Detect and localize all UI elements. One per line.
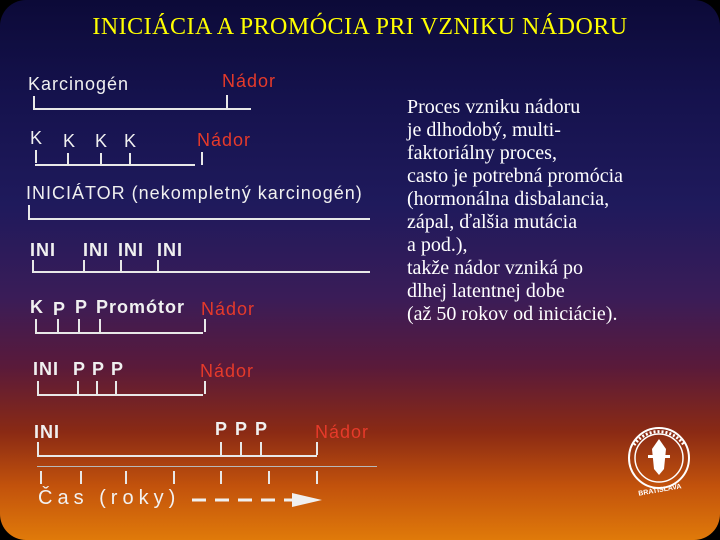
time-axis-label: Čas (roky) xyxy=(38,487,181,509)
timeline-tick xyxy=(115,381,117,394)
timeline-line xyxy=(35,164,195,166)
k-label: K xyxy=(30,128,44,148)
time-axis-tick xyxy=(40,471,42,484)
p-label: P xyxy=(75,297,89,317)
tumor-label: Nádor xyxy=(222,71,277,91)
timeline-line xyxy=(37,394,203,396)
timeline-tick xyxy=(201,152,203,165)
process-description: Proces vzniku nádoru je dlhodobý, multi- faktoriálny proces, casto je potrebná promócia (hormonálna disbalancia, zápal, ďalšia mutácia a pod.), takže nádor vzniká po dlhej latentnej dobe (až 50 rokov od iniciácie). xyxy=(407,96,624,325)
time-axis-tick xyxy=(80,471,82,484)
timeline-tick xyxy=(35,319,37,332)
ini-label: INI xyxy=(30,240,57,260)
timeline-tick xyxy=(204,319,206,332)
p-label: P xyxy=(73,359,87,379)
timeline-tick xyxy=(204,381,206,394)
ini-label: INI xyxy=(157,240,184,260)
timeline-tick xyxy=(57,319,59,332)
timeline-tick xyxy=(37,381,39,394)
p-label: P xyxy=(53,299,67,319)
initiator-label: INICIÁTOR (nekompletný karcinogén) xyxy=(26,183,363,203)
timeline-tick xyxy=(96,381,98,394)
p-label: P xyxy=(255,419,269,439)
p-label: P xyxy=(92,359,106,379)
carcinogen-label: Karcinogén xyxy=(28,74,130,94)
k-label: K xyxy=(95,131,109,151)
timeline-tick xyxy=(78,319,80,332)
timeline-line xyxy=(28,218,370,220)
ini-label: INI xyxy=(118,240,145,260)
time-arrow-icon xyxy=(188,490,326,510)
seal-caption: BRATISLAVA xyxy=(637,483,683,498)
timeline-tick xyxy=(37,442,39,455)
ini-label: INI xyxy=(83,240,110,260)
tumor-label: Nádor xyxy=(201,299,256,319)
ini-label: INI xyxy=(33,359,60,379)
timeline-tick xyxy=(260,442,262,455)
tumor-label: Nádor xyxy=(315,422,370,442)
timeline-tick xyxy=(220,442,222,455)
time-axis-tick xyxy=(125,471,127,484)
k-label: K xyxy=(30,297,44,317)
time-axis-tick xyxy=(220,471,222,484)
timeline-line xyxy=(32,271,370,273)
k-label: K xyxy=(63,131,77,151)
timeline-tick xyxy=(77,381,79,394)
timeline-tick xyxy=(99,319,101,332)
timeline-line xyxy=(33,108,251,110)
time-axis-tick xyxy=(316,471,318,484)
timeline-tick xyxy=(240,442,242,455)
timeline-tick xyxy=(226,95,228,108)
timeline-tick xyxy=(316,442,318,455)
timeline-tick xyxy=(28,205,30,218)
tumor-label: Nádor xyxy=(200,361,255,381)
timeline-tick xyxy=(35,150,37,163)
timeline-line xyxy=(37,455,317,457)
time-axis-tick xyxy=(268,471,270,484)
k-label: K xyxy=(124,131,138,151)
promoter-label: Promótor xyxy=(96,297,185,317)
timeline-line xyxy=(35,332,203,334)
time-axis-tick xyxy=(173,471,175,484)
timeline-line xyxy=(37,466,377,467)
tumor-label: Nádor xyxy=(197,130,252,150)
ini-label: INI xyxy=(34,422,61,442)
p-label: P xyxy=(235,419,249,439)
slide-title: INICIÁCIA A PROMÓCIA PRI VZNIKU NÁDORU xyxy=(92,14,628,40)
p-label: P xyxy=(111,359,125,379)
p-label: P xyxy=(215,419,229,439)
